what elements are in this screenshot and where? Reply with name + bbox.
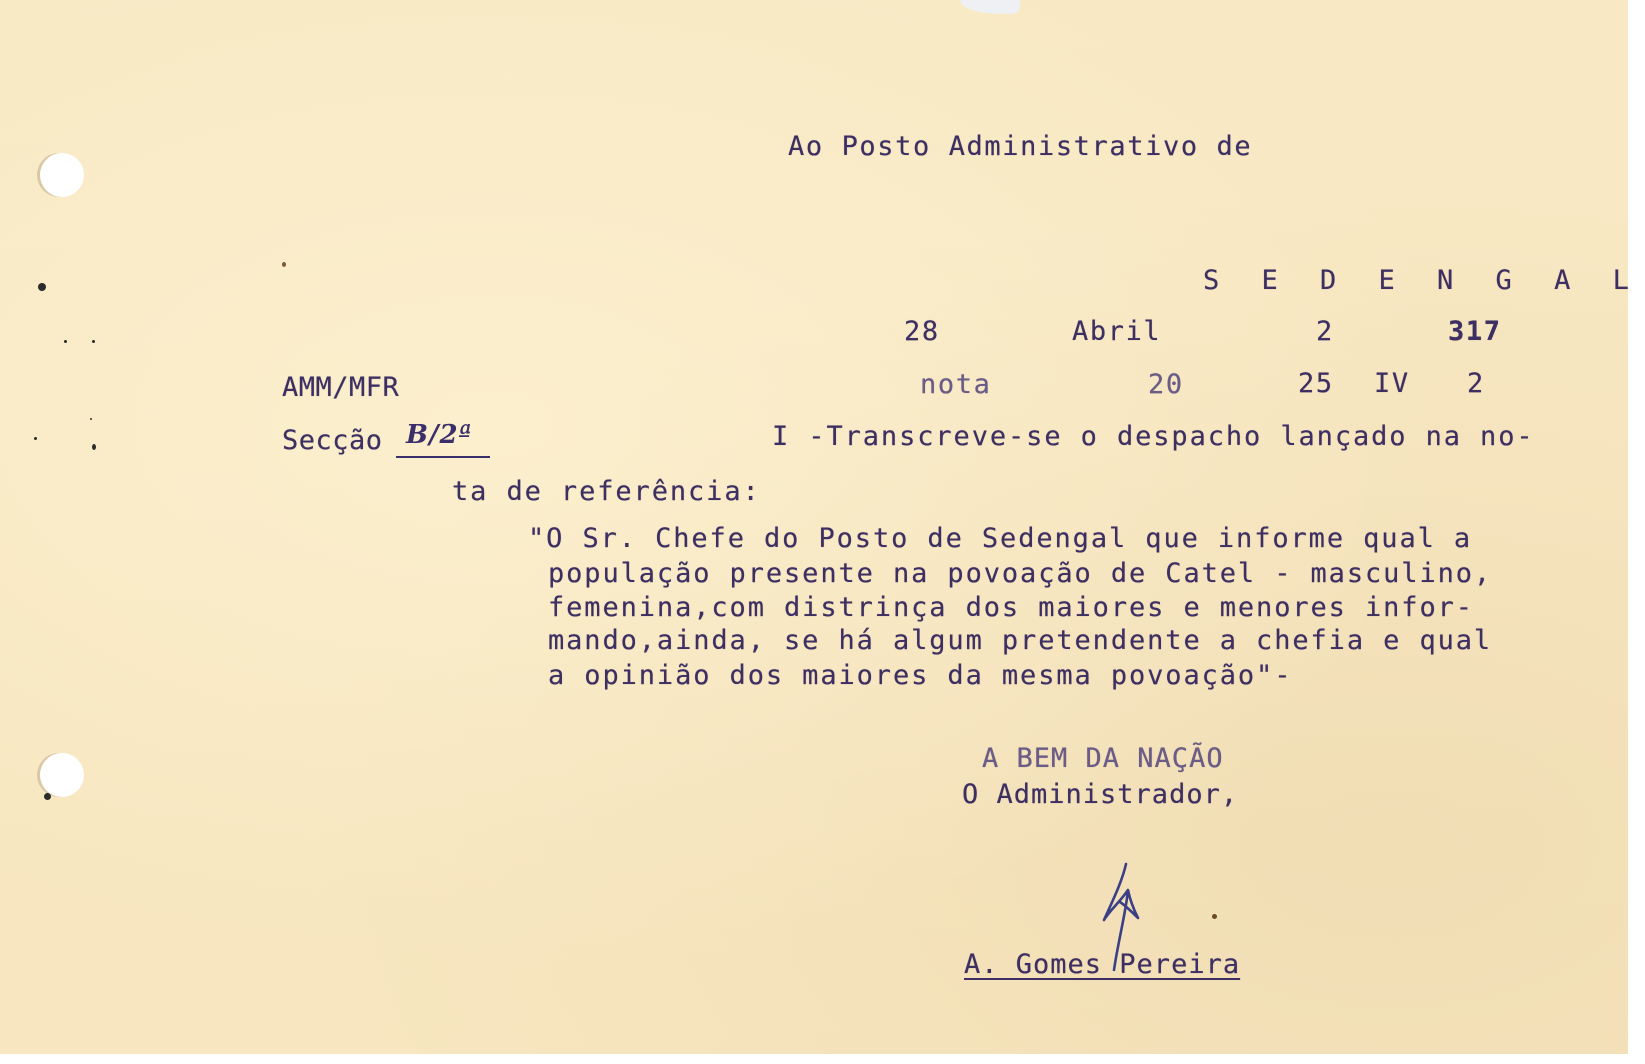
- reference-number: 20: [1148, 369, 1184, 400]
- signer-title: O Administrador,: [962, 779, 1239, 810]
- ink-speck: [90, 418, 92, 420]
- reference-initials: AMM/MFR: [282, 372, 400, 403]
- section-underline: [396, 456, 490, 458]
- quote-line-5: a opinião dos maiores da mesma povoação"-: [548, 660, 1293, 691]
- quote-line-3: femenina,com distrinça dos maiores e menores infor-: [548, 592, 1474, 623]
- intro-line-2: ta de referência:: [452, 476, 761, 507]
- quote-line-1: "O Sr. Chefe do Posto de Sedengal que informe qual a: [528, 523, 1473, 554]
- section-label: Secção: [282, 425, 383, 456]
- reference-label: nota: [920, 369, 992, 400]
- ink-speck: [44, 793, 51, 800]
- quote-line-4: mando,ainda, se há algum pretendente a chefia e qual: [548, 625, 1493, 656]
- section-handwritten-value: B/2ª: [406, 420, 473, 450]
- addressee-line: Ao Posto Administrativo de: [788, 131, 1253, 162]
- ink-speck: [38, 283, 46, 291]
- ink-speck: [34, 437, 37, 440]
- ink-speck: [282, 262, 286, 267]
- ink-speck: [92, 340, 95, 343]
- punch-hole-bottom: [40, 753, 84, 797]
- intro-line-1: I -Transcreve-se o despacho lançado na no-: [772, 421, 1535, 452]
- place-name: S E D E N G A L: [1203, 265, 1642, 296]
- signer-name: A. Gomes Pereira: [964, 949, 1241, 980]
- ink-speck: [92, 444, 96, 450]
- date-year-part: 2: [1316, 316, 1334, 347]
- ink-speck: [64, 340, 67, 343]
- reference-day: 25: [1298, 368, 1334, 399]
- reference-year-part: 2: [1467, 368, 1485, 399]
- page-edge-right: [1628, 0, 1645, 1064]
- reference-month: IV: [1374, 368, 1410, 399]
- page-edge-bottom: [0, 1054, 1645, 1064]
- document-number: 317: [1448, 316, 1502, 347]
- ink-speck: [1212, 914, 1217, 919]
- date-day: 28: [904, 316, 940, 347]
- quote-line-2: população presente na povoação de Catel - masculino,: [548, 558, 1493, 589]
- punch-hole-top: [40, 153, 84, 197]
- date-month: Abril: [1072, 316, 1162, 347]
- closing-salutation: A BEM DA NAÇÃO: [982, 743, 1224, 774]
